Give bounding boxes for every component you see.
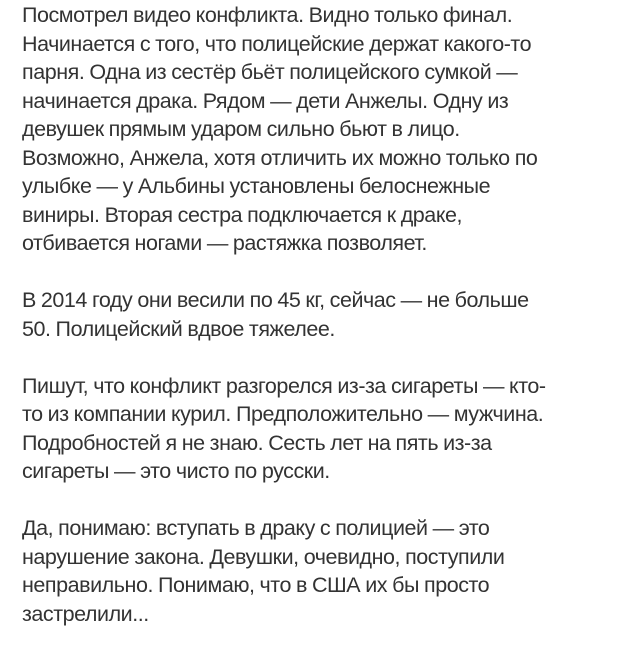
text-line: неправильно. Понимаю, что в США их бы просто — [22, 573, 490, 597]
text-line: Да, понимаю: вступать в драку с полицией — это — [22, 516, 490, 540]
text-line: Возможно, Анжела, хотя отличить их можно только по — [22, 145, 538, 170]
text-line: улыбке — у Альбины установлены белоснежные — [22, 174, 491, 198]
text-line: то из компании курил. Предположительно — мужчина. — [22, 402, 544, 426]
text-line: сигареты — это чисто по русски. — [22, 459, 330, 483]
text-line: виниры. Вторая сестра подключается к драке, — [22, 202, 463, 227]
text-line: застрелили... — [22, 601, 149, 626]
text-line: Начинается с того, что полицейские держат какого-то — [22, 31, 532, 56]
paragraph-1 — [22, 1, 612, 258]
text-line: отбивается ногами — растяжка позволяет. — [22, 231, 427, 255]
text-line: Посмотрел видео конфликта. Видно только финал. — [22, 3, 513, 27]
paragraph-3 — [22, 372, 612, 486]
text-line: нарушение закона. Девушки, очевидно, поступили — [22, 544, 505, 569]
text-line: Подробностей я не знаю. Сесть лет на пять из-за — [22, 430, 492, 455]
text-line: В 2014 году они весили по 45 кг, сейчас — не больше — [22, 288, 529, 312]
text-line: Пишут, что конфликт разгорелся из-за сигареты — кто- — [22, 373, 546, 398]
paragraph-4 — [22, 514, 612, 628]
article-body — [22, 1, 612, 628]
text-line: начинается драка. Рядом — дети Анжелы. Одну из — [22, 88, 509, 113]
text-line: 50. Полицейский вдвое тяжелее. — [22, 316, 335, 341]
text-line: девушек прямым ударом сильно бьют в лицо. — [22, 117, 460, 141]
paragraph-2 — [22, 286, 612, 343]
text-line: парня. Одна из сестёр бьёт полицейского сумкой — — [22, 60, 518, 84]
